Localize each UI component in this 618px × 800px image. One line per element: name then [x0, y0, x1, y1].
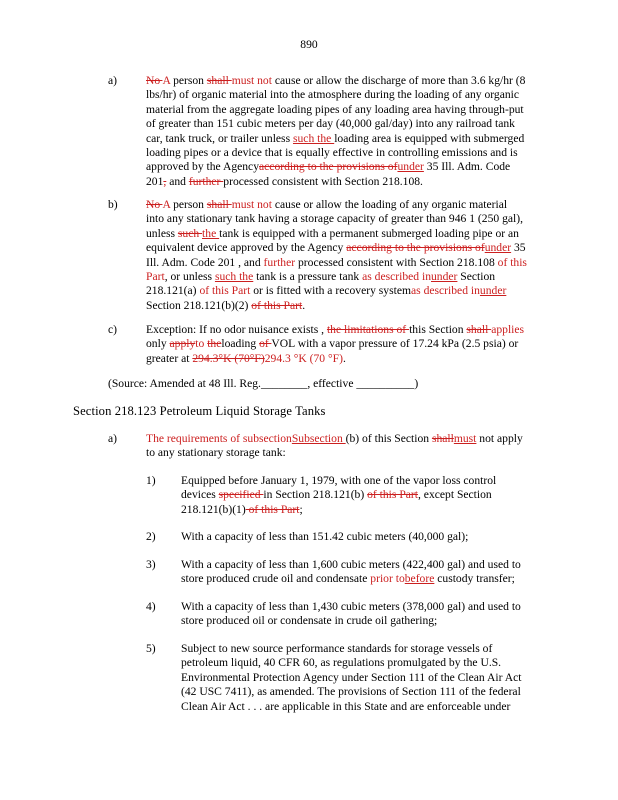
- para-b-line-6: [146, 270, 527, 284]
- deleted-text: shall: [466, 323, 492, 336]
- para-a-line-6: loading pipes or a device that is equally effective in controlling emissions and is: [146, 146, 518, 160]
- text: tank is a pressure tank: [253, 270, 363, 284]
- text: only: [146, 337, 170, 351]
- item-5: [181, 642, 521, 714]
- deleted-text: ,: [163, 174, 167, 188]
- para-a-line-7: [146, 160, 525, 174]
- text: processed consistent with Section 218.108.: [223, 174, 423, 188]
- text: ;: [299, 502, 303, 516]
- item-5-line-1: Subject to new source performance standards for storage vessels of: [181, 642, 493, 655]
- text: 218.121(b)(1): [181, 502, 246, 516]
- para-c-line-3: [146, 352, 524, 366]
- text: devices: [181, 488, 219, 502]
- source-note: [108, 377, 418, 391]
- deleted-text: shall: [431, 432, 454, 445]
- deleted-text: of: [259, 337, 272, 351]
- text: store produced crude oil and condensate: [181, 572, 371, 586]
- para-a-line-3: material from the aggregate loading pipes of any loading area having through-put: [146, 102, 524, 116]
- item-1-num: 1): [146, 474, 156, 487]
- text: Section 218.121(b)(2): [146, 298, 252, 312]
- item-1: [181, 474, 496, 517]
- para-b-line-4: [146, 241, 527, 255]
- text: person: [170, 198, 207, 211]
- text: loading: [221, 337, 260, 351]
- text: (Source: Amended at 48 Ill. Reg.: [108, 377, 261, 390]
- inserted-text: must: [453, 432, 477, 445]
- deleted-text: shall: [206, 198, 232, 211]
- blank-line: ________: [260, 377, 308, 390]
- para-b-line-5: [146, 256, 527, 270]
- deleted-text: shall: [206, 74, 232, 87]
- text: car, tank truck, or trailer unless: [146, 131, 293, 145]
- text: cause or allow the discharge of more than 3.6 kg/hr (8: [271, 74, 526, 87]
- text: , effective: [307, 377, 357, 390]
- text: unless: [146, 226, 178, 240]
- para-a-line-4: of greater than 151 cubic meters per day (40,000 gal/day) into any railroad tank: [146, 117, 515, 131]
- text: processed consistent with Section 218.108: [295, 255, 498, 269]
- para-b-line-7: [146, 284, 527, 298]
- text: , except Section: [418, 488, 492, 502]
- sec123-a: [146, 432, 523, 461]
- inserted-text: such the: [214, 270, 254, 284]
- item-1-line-1: Equipped before January 1, 1979, with one of the vapor loss control: [181, 474, 497, 487]
- text: (b) of this Section: [345, 432, 432, 445]
- text: Exception: If no odor nuisance exists ,: [146, 323, 327, 336]
- text: greater at: [146, 351, 193, 365]
- text: 35: [511, 241, 526, 255]
- text: approved by the Agency: [146, 160, 260, 174]
- para-c-line-2: [146, 337, 524, 351]
- item-5-line-3: Environmental Protection Agency under Section 111 of the Clean Air Act: [181, 670, 522, 684]
- para-a-line-2: lbs/hr) of organic material into the atmosphere during the loading of any organic: [146, 88, 520, 102]
- blank-line: __________: [356, 377, 415, 390]
- deleted-text: the limitations of: [326, 323, 410, 336]
- para-a-line-5: [146, 132, 525, 146]
- text: 35 Ill. Adm. Code: [423, 160, 511, 174]
- inserted-text: A: [162, 198, 171, 211]
- item-5-line-5: Clean Air Act . . . are applicable in this State and are enforceable under: [181, 699, 511, 713]
- page-number: 890: [300, 38, 318, 51]
- text: and: [166, 174, 189, 188]
- sec123-a-label: a): [108, 432, 118, 445]
- text: 201: [146, 174, 164, 188]
- inserted-text: of this Part: [199, 284, 251, 298]
- text: tank is equipped with a permanent submerged loading pipe or an: [219, 226, 519, 240]
- text: 218.121(a): [146, 284, 200, 298]
- inserted-text: of this: [497, 255, 527, 269]
- item-1-line-2: [181, 488, 496, 502]
- deleted-text: of this Part: [367, 488, 418, 502]
- inserted-text: Part: [146, 270, 165, 284]
- inserted-text: further: [263, 255, 296, 269]
- sec123-a-line-2: to any stationary storage tank:: [146, 446, 286, 460]
- deleted-text: No: [146, 74, 163, 87]
- deleted-text: No: [146, 198, 163, 211]
- inserted-text: under: [431, 270, 458, 284]
- para-a-label: a): [108, 74, 118, 87]
- item-1-line-3: [181, 503, 496, 517]
- text: Ill. Adm. Code 201 , and: [146, 255, 264, 269]
- item-2: [181, 530, 468, 544]
- deleted-text: further: [188, 174, 224, 188]
- inserted-text: prior to: [370, 572, 405, 586]
- item-4: [181, 600, 521, 629]
- inserted-text: to: [195, 337, 208, 351]
- inserted-text: under: [484, 241, 512, 255]
- inserted-text: Subsection: [291, 432, 346, 445]
- inserted-text: such the: [292, 131, 335, 145]
- sec123-a-line-1: [146, 432, 523, 446]
- text: custody transfer;: [434, 572, 515, 586]
- text: , or unless: [164, 270, 215, 284]
- section-heading: Section 218.123 Petroleum Liquid Storage Tanks: [73, 404, 326, 418]
- deleted-text: according to the provisions of: [346, 241, 485, 255]
- item-5-num: 5): [146, 642, 156, 655]
- inserted-text: must not: [231, 74, 272, 87]
- para-c-line-1: [146, 323, 524, 337]
- item-2-line-1: With a capacity of less than 151.42 cubic meters (40,000 gal);: [181, 530, 469, 543]
- deleted-text: 294.3°K (70°F): [192, 351, 265, 365]
- deleted-text: apply: [169, 337, 196, 351]
- para-c: [146, 323, 524, 366]
- inserted-text: 294.3 °K (70 °F): [264, 351, 343, 365]
- inserted-text: as described in: [362, 270, 431, 284]
- item-2-num: 2): [146, 530, 156, 543]
- text: cause or allow the loading of any organic material: [271, 198, 508, 211]
- text: ): [414, 377, 419, 390]
- text: .: [342, 351, 346, 365]
- inserted-text: under: [397, 160, 424, 174]
- para-b: [146, 198, 527, 313]
- inserted-text: as described in: [411, 284, 480, 298]
- deleted-text: of this Part: [245, 502, 300, 516]
- para-b-line-1: [146, 198, 527, 212]
- item-3: [181, 558, 521, 587]
- para-a-line-1: [146, 74, 525, 88]
- para-a: [146, 74, 525, 189]
- para-b-line-8: [146, 299, 527, 313]
- inserted-text: under: [479, 284, 507, 298]
- inserted-text: The requirements of subsection: [146, 432, 292, 445]
- text: Section: [457, 270, 496, 284]
- text: VOL with a vapor pressure of 17.24 kPa (2.5 psia) or: [271, 337, 519, 351]
- item-4-line-2: store produced oil or condensate in crude oil gathering;: [181, 614, 438, 628]
- deleted-text: the: [207, 337, 222, 351]
- text: this Section: [409, 323, 467, 336]
- text: person: [170, 74, 207, 87]
- text: .: [302, 298, 306, 312]
- inserted-text: A: [162, 74, 171, 87]
- para-a-line-8: [146, 175, 525, 189]
- para-c-label: c): [108, 323, 118, 336]
- item-4-line-1: With a capacity of less than 1,430 cubic meters (378,000 gal) and used to: [181, 600, 521, 613]
- inserted-text: before: [404, 572, 435, 586]
- item-3-num: 3): [146, 558, 156, 571]
- deleted-text: of this Part: [251, 298, 303, 312]
- para-b-line-3: [146, 227, 527, 241]
- text: equivalent device approved by the Agency: [146, 241, 347, 255]
- item-5-line-2: petroleum liquid, 40 CFR 60, as regulations promulgated by the U.S.: [181, 656, 502, 670]
- deleted-text: specified: [218, 488, 264, 502]
- deleted-text: such: [177, 226, 203, 240]
- item-4-num: 4): [146, 600, 156, 613]
- item-3-line-2: [181, 572, 521, 586]
- text: in Section 218.121(b): [263, 488, 368, 502]
- inserted-text: must not: [231, 198, 272, 211]
- text: not apply: [476, 432, 523, 445]
- item-3-line-1: With a capacity of less than 1,600 cubic meters (422,400 gal) and used to: [181, 558, 521, 571]
- deleted-text: according to the provisions of: [259, 160, 398, 174]
- text: loading area is equipped with submerged: [334, 131, 525, 145]
- inserted-text: applies: [491, 323, 525, 336]
- para-b-label: b): [108, 198, 118, 211]
- item-5-line-4: (42 USC 7411), as amended. The provisions of Section 111 of the federal: [181, 685, 521, 699]
- inserted-text: the: [202, 226, 220, 240]
- text: or is fitted with a recovery system: [250, 284, 412, 298]
- para-b-line-2: into any stationary tank having a storage capacity of greater than 946 1 (250 gal),: [146, 212, 523, 226]
